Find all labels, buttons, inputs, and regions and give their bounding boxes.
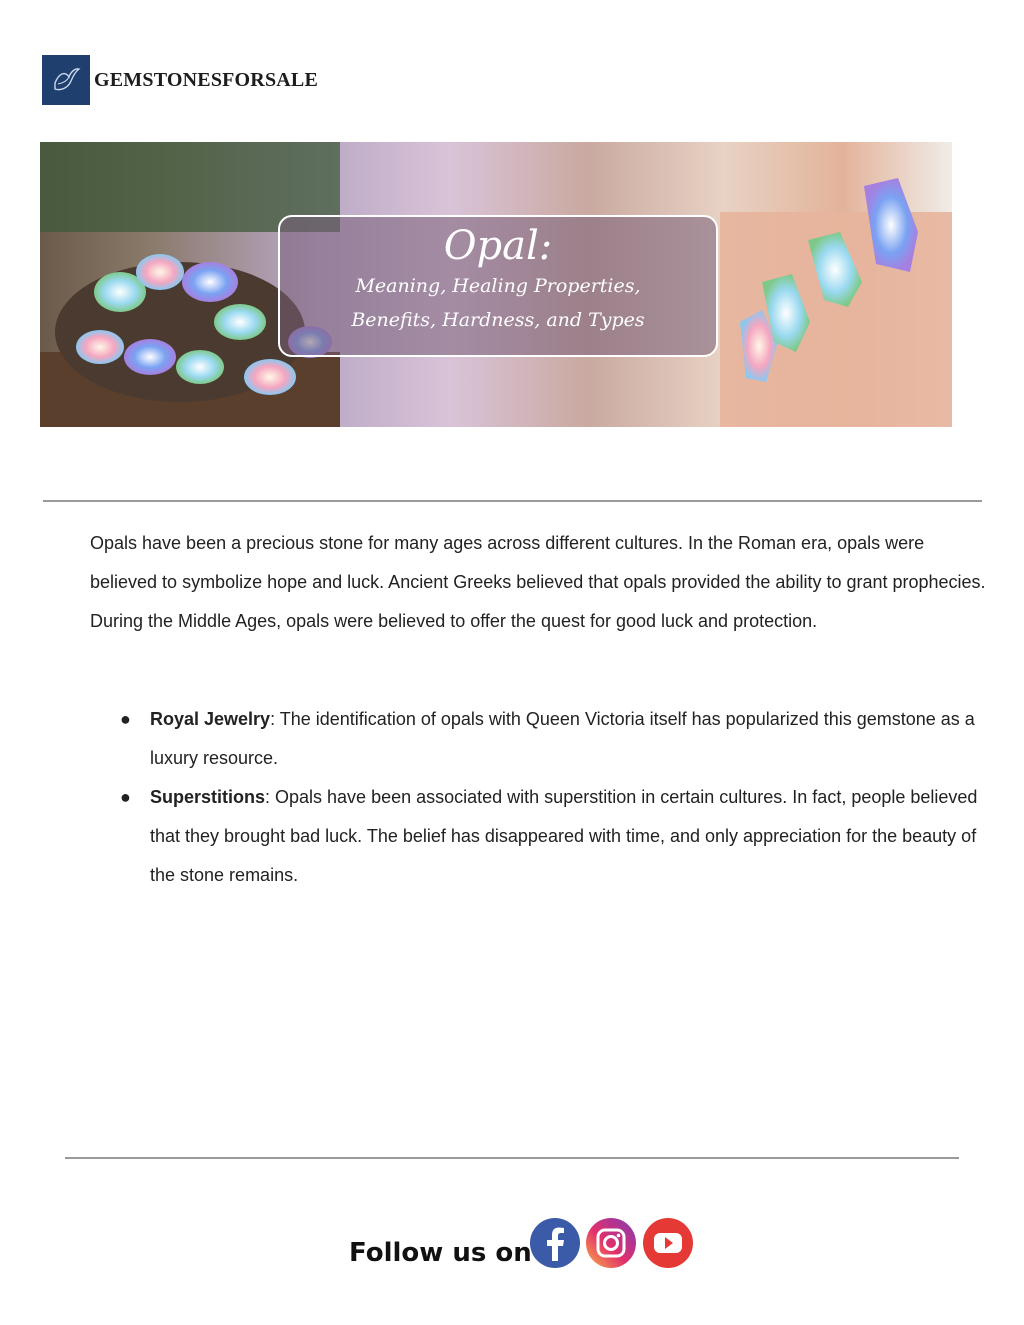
banner-title-card bbox=[278, 215, 718, 357]
bullet-text: : Opals have been associated with superstition in certain cultures. In fact, people believed that they brought bad luck. The belief has disappeared with time, and only appreciation for the beauty of the stone remains. bbox=[150, 787, 978, 885]
bullet-list bbox=[120, 700, 1000, 895]
follow-us-label: Follow us on bbox=[349, 1238, 532, 1268]
banner-subtitle-line1: Meaning, Healing Properties, bbox=[355, 275, 641, 297]
hero-banner bbox=[40, 142, 952, 427]
list-item bbox=[120, 700, 1000, 778]
banner-subtitle-line2: Benefits, Hardness, and Types bbox=[351, 309, 645, 331]
youtube-icon[interactable] bbox=[642, 1217, 694, 1269]
bullet-term: Royal Jewelry bbox=[150, 709, 271, 729]
divider-top bbox=[43, 500, 982, 502]
list-item bbox=[120, 778, 1000, 895]
bullet-marker: ● bbox=[120, 709, 131, 729]
dove-icon bbox=[42, 55, 90, 105]
instagram-icon[interactable] bbox=[585, 1217, 637, 1269]
intro-paragraph: Opals have been a precious stone for many ages across different cultures. In the Roman era, opals were believed to symbolize hope and luck. Ancient Greeks believed that opals provided the ability to grant prophecies. During the Middle Ages, opals were believed to offer the quest for good luck and protection. bbox=[90, 533, 986, 631]
bullet-text: : The identification of opals with Queen Victoria itself has popularized this gemstone as a luxury resource. bbox=[150, 709, 975, 768]
divider-bottom bbox=[65, 1157, 959, 1159]
brand-logo[interactable] bbox=[42, 55, 318, 105]
brand-name: GEMSTONESFORSALE bbox=[94, 68, 319, 91]
bullet-marker: ● bbox=[120, 787, 131, 807]
bullet-term: Superstitions bbox=[150, 787, 266, 807]
facebook-icon[interactable] bbox=[529, 1217, 581, 1269]
banner-title: Opal: bbox=[443, 223, 553, 269]
